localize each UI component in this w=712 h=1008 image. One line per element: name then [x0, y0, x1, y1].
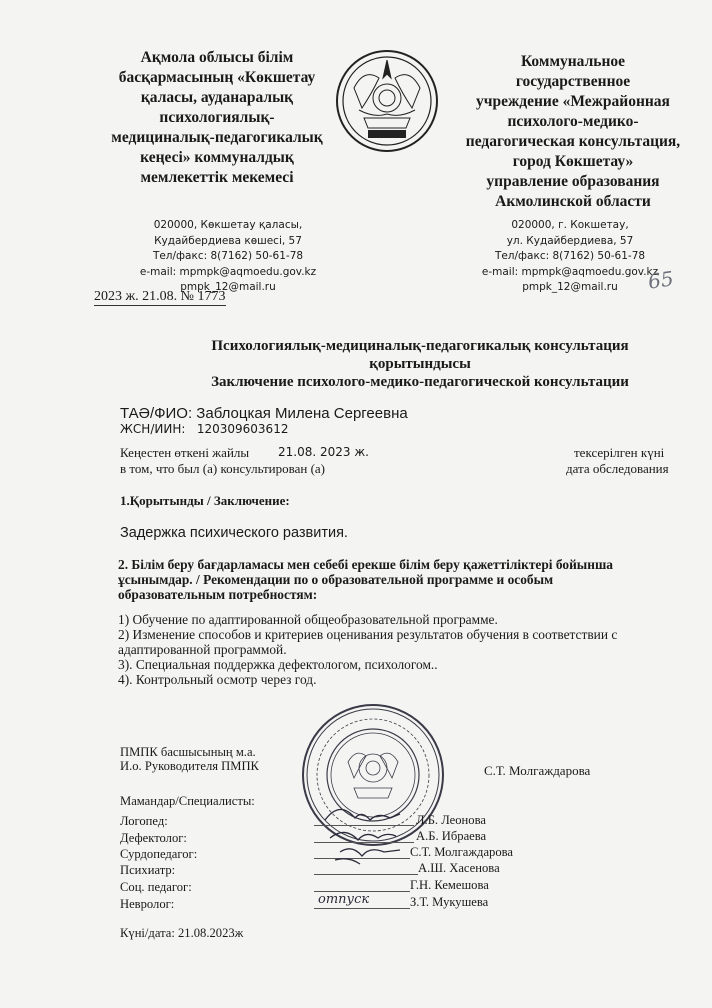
head-name: С.Т. Молгаждарова	[484, 763, 591, 778]
handwritten-number: 65	[646, 266, 675, 294]
consulted-date: 21.08. 2023 ж.	[278, 445, 369, 459]
specialist-role: Дефектолог:	[120, 831, 187, 845]
title-line: Психологиялық-медициналық-педагогикалық консультация	[211, 338, 629, 354]
header-right-line: управление образования	[486, 173, 660, 190]
header-left-line: кеңесі» коммуналдық	[140, 149, 294, 166]
head-signature-block	[120, 746, 259, 774]
list-item: 2) Изменение способов и критериев оценивания результатов обучения в соответствии с	[118, 627, 618, 642]
recommendations-list	[118, 612, 678, 687]
specialist-row	[120, 878, 192, 896]
header-left-line: медициналық-педагогикалық	[111, 129, 323, 146]
title-line: қорытындысы	[369, 356, 471, 372]
conclusion-heading: 1.Қорытынды / Заключение:	[120, 493, 290, 508]
specialists-heading: Мамандар/Специалисты:	[120, 794, 255, 808]
state-emblem-icon	[334, 48, 440, 154]
address-line: 020000, Көкшетау қаласы,	[153, 219, 303, 231]
specialist-role: Соц. педагог:	[120, 880, 192, 894]
document-date: Күні/дата: 21.08.2023ж	[120, 926, 244, 940]
head-title-ru: И.о. Руководителя ПМПК	[120, 758, 259, 773]
specialist-role: Невролог:	[120, 897, 175, 911]
heading-line: образовательным потребностям:	[118, 587, 318, 602]
header-right-line: Акмолинской области	[495, 193, 651, 210]
consulted-kz: Кеңестен өткені жайлы	[120, 445, 250, 460]
header-right-line: учреждение «Межрайонная	[476, 93, 670, 110]
specialist-role: Психиатр:	[120, 863, 176, 877]
header-left-line: психологиялық-	[159, 109, 275, 126]
exam-date-kz: тексерілген күні	[574, 445, 665, 460]
specialist-role: Логопед:	[120, 814, 168, 828]
specialist-name: З.Т. Мукушева	[410, 895, 489, 909]
conclusion-text: Задержка психического развития.	[120, 525, 348, 541]
registration-number: 2023 ж. 21.08. № 1773	[94, 289, 226, 304]
address-line: e-mail: mpmpk@aqmoedu.gov.kz	[139, 265, 317, 278]
head-title-kz: ПМПК басшысының м.а.	[120, 745, 256, 759]
specialist-name: А.Ш. Хасенова	[418, 861, 500, 875]
iin-label: ЖСН/ИИН:	[120, 422, 186, 436]
address-line: pmpk_12@mail.ru	[522, 281, 618, 293]
iin-value: 120309603612	[196, 422, 289, 436]
header-left-line: қаласы, ауданаралық	[140, 89, 294, 106]
header-right-line: государственное	[515, 73, 631, 90]
list-item: адаптированной программой.	[118, 642, 287, 657]
specialist-name: С.Т. Молгаждарова	[410, 845, 513, 859]
address-line: e-mail: mpmpk@aqmoedu.gov.kz	[481, 265, 659, 278]
title-line: Заключение психолого-медико-педагогической консультации	[211, 374, 629, 390]
address-left	[116, 218, 340, 296]
address-line: 020000, г. Кокшетау,	[511, 219, 629, 231]
address-line: pmpk_12@mail.ru	[180, 281, 276, 293]
handwritten-note: отпуск	[318, 892, 370, 907]
header-right-line: город Көкшетау»	[512, 153, 634, 170]
heading-line: ұсынымдар. / Рекомендации по о образовательной программе и особым	[118, 572, 554, 587]
specialist-name: Г.Н. Кемешова	[410, 878, 489, 892]
specialist-role: Сурдопедагог:	[120, 847, 198, 861]
address-line: Тел/факс: 8(7162) 50-61-78	[152, 250, 304, 262]
header-right-line: психолого-медико-	[507, 113, 639, 130]
list-item: 3). Специальная поддержка дефектологом, психологом..	[118, 657, 438, 672]
specialist-name: А.Б. Ибраева	[416, 829, 487, 843]
header-left-line: басқармасының «Көкшетау	[118, 69, 316, 86]
header-right-line: Коммунальное	[520, 53, 626, 70]
specialist-row	[120, 895, 174, 913]
document-title	[150, 337, 690, 391]
header-left-line: Ақмола облысы білім	[140, 49, 294, 66]
recommendations-heading	[118, 557, 678, 602]
header-right-org	[448, 52, 698, 212]
header-right-line: педагогическая консультация,	[465, 133, 681, 150]
list-item: 4). Контрольный осмотр через год.	[118, 672, 317, 687]
patient-iin	[120, 422, 288, 436]
header-left-line: мемлекеттік мекемесі	[140, 169, 294, 186]
heading-line: 2. Білім беру бағдарламасы мен себебі ерекше білім беру қажеттіліктері бойынша	[118, 557, 613, 572]
list-item: 1) Обучение по адаптированной общеобразовательной программе.	[118, 612, 498, 627]
address-right	[470, 218, 670, 296]
patient-fio: ТАӘ/ФИО: Заблоцкая Милена Сергеевна	[120, 405, 408, 422]
header-left-org	[86, 48, 348, 188]
consulted-ru: в том, что был (а) консультирован (а)	[120, 461, 326, 476]
specialist-row	[120, 812, 168, 830]
exam-date-ru: дата обследования	[566, 461, 669, 476]
specialist-name: Л.Б. Леонова	[416, 813, 486, 827]
address-line: ул. Кудайбердиева, 57	[506, 234, 634, 247]
address-line: Тел/факс: 8(7162) 50-61-78	[494, 250, 646, 262]
specialist-row	[120, 861, 175, 879]
address-line: Кудайбердиева көшесі, 57	[154, 234, 302, 247]
